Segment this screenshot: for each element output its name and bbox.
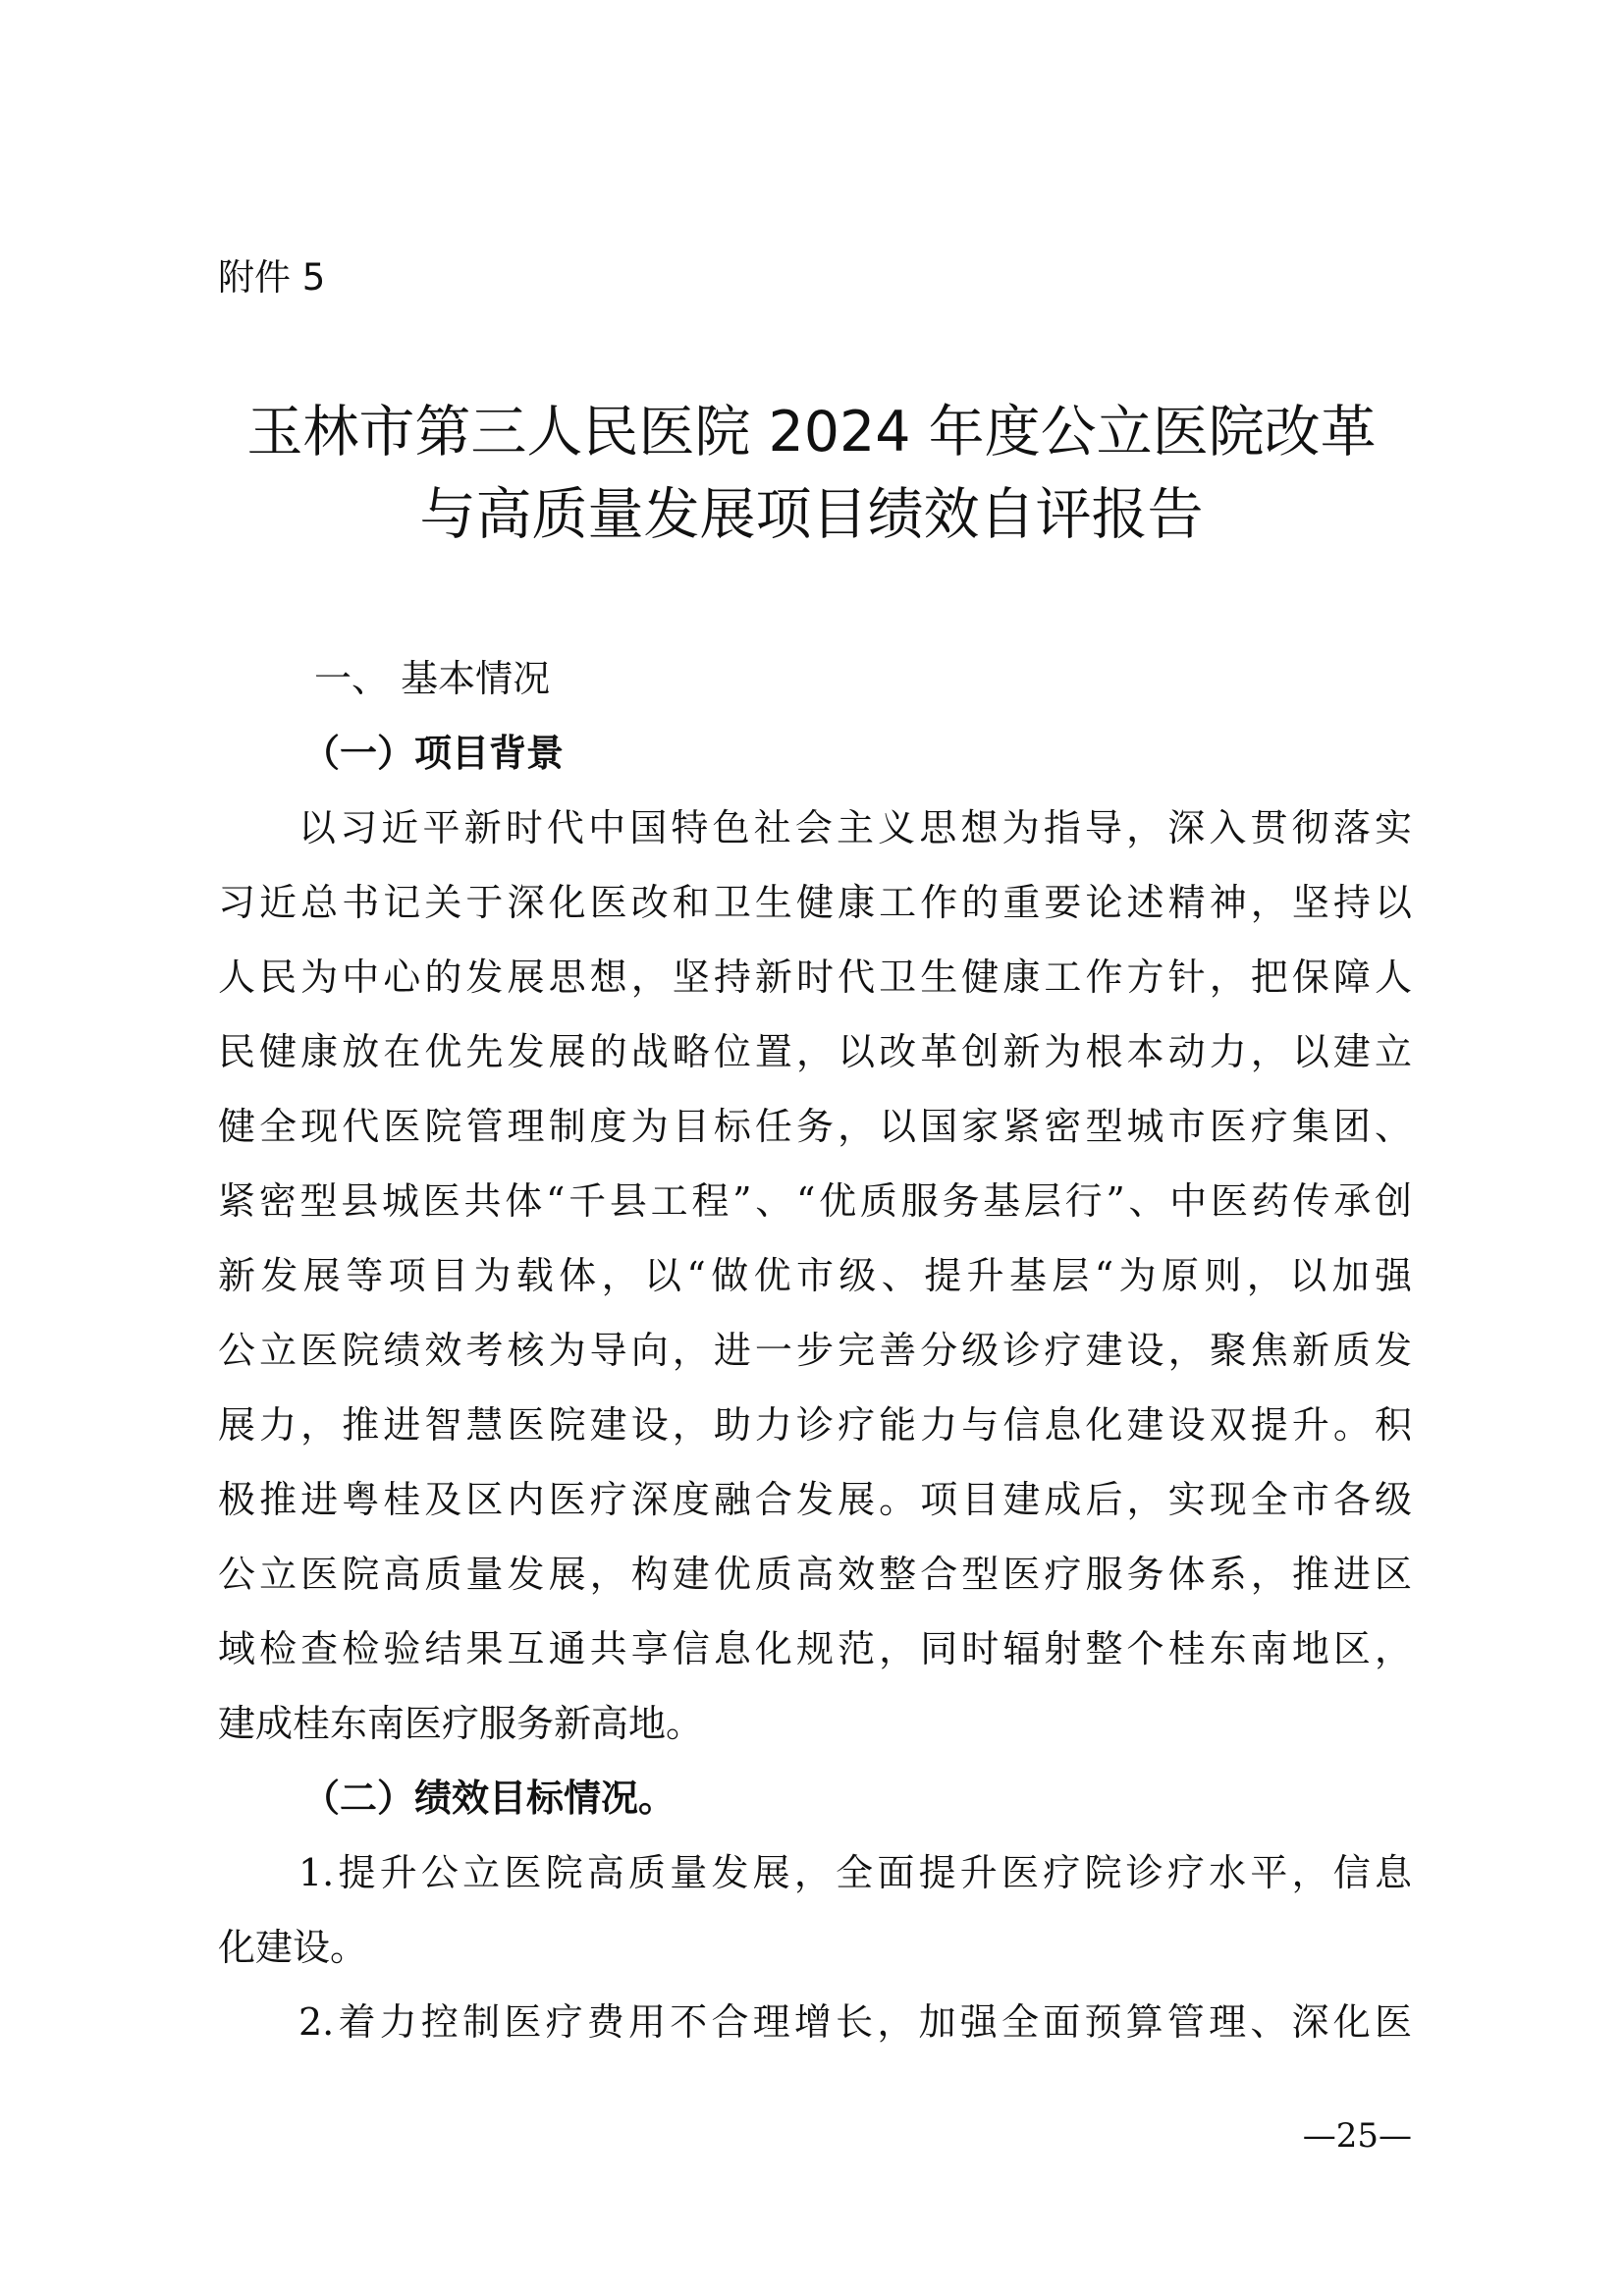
paragraph-line: 民健康放在优先发展的战略位置，以改革创新为根本动力，以建立 (218, 1030, 1412, 1073)
paragraph-line: 以习近平新时代中国特色社会主义思想为指导，深入贯彻落实 (298, 806, 1412, 849)
list-item-line: 2.着力控制医疗费用不合理增长，加强全面预算管理、深化医 (298, 2000, 1412, 2044)
title-line-1: 玉林市第三人民医院 2024 年度公立医院改革 (246, 400, 1377, 465)
paragraph-line: 紧密型县城医共体“千县工程”、“优质服务基层行”、中医药传承创 (218, 1179, 1412, 1223)
subsection-heading-background: （一）项目背景 (302, 731, 565, 775)
section-heading-basic-info: 一、 基本情况 (314, 657, 551, 700)
paragraph-line: 展力，推进智慧医院建设，助力诊疗能力与信息化建设双提升。积 (218, 1403, 1412, 1447)
list-item-line: 1.提升公立医院高质量发展，全面提升医疗院诊疗水平，信息 (298, 1851, 1412, 1894)
page-number: —25— (1302, 2116, 1412, 2156)
paragraph-line: 人民为中心的发展思想，坚持新时代卫生健康工作方针，把保障人 (218, 956, 1412, 999)
paragraph-line: 建成桂东南医疗服务新高地。 (218, 1702, 704, 1745)
paragraph-line: 公立医院绩效考核为导向，进一步完善分级诊疗建设，聚焦新质发 (218, 1329, 1412, 1372)
paragraph-line: 健全现代医院管理制度为目标任务，以国家紧密型城市医疗集团、 (218, 1105, 1412, 1148)
paragraph-line: 极推进粤桂及区内医疗深度融合发展。项目建成后，实现全市各级 (218, 1478, 1412, 1521)
attachment-label: 附件 5 (218, 256, 326, 299)
list-item-line: 化建设。 (218, 1926, 368, 1969)
title-line-2: 与高质量发展项目绩效自评报告 (419, 482, 1204, 547)
paragraph-line: 公立医院高质量发展，构建优质高效整合型医疗服务体系，推进区 (218, 1553, 1412, 1596)
paragraph-line: 域检查检验结果互通共享信息化规范，同时辐射整个桂东南地区， (218, 1627, 1412, 1670)
paragraph-line: 新发展等项目为载体，以“做优市级、提升基层“为原则，以加强 (218, 1254, 1412, 1297)
document-title (147, 391, 1476, 556)
subsection-heading-performance-goals: （二）绩效目标情况。 (302, 1776, 676, 1820)
document-body (218, 641, 1412, 2059)
paragraph-line: 习近总书记关于深化医改和卫生健康工作的重要论述精神，坚持以 (218, 881, 1412, 924)
